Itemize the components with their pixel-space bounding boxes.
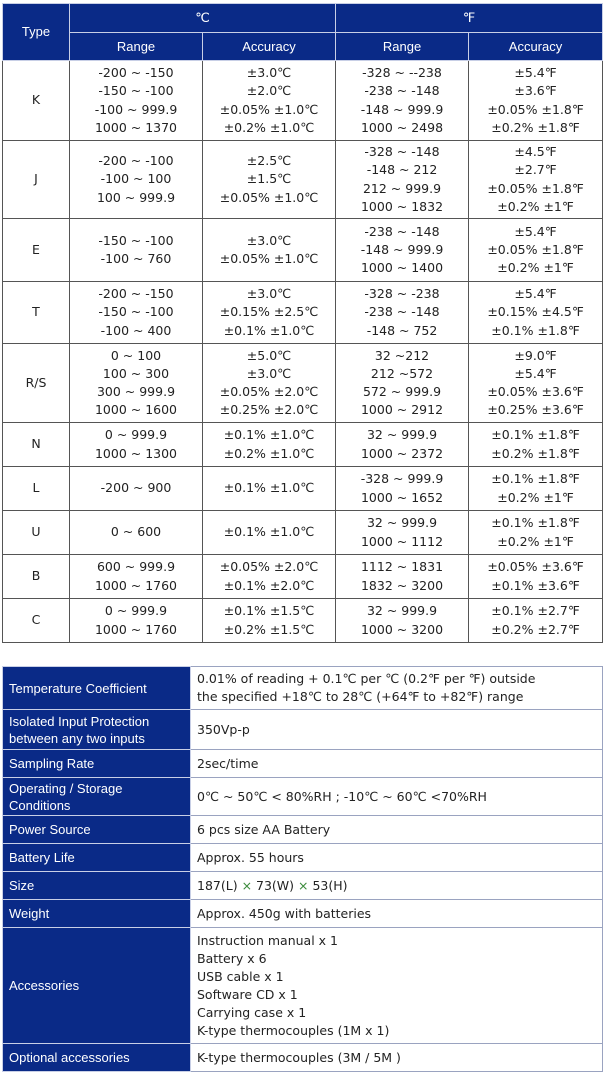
cell-line: ±0.15% ±4.5℉ [487,304,584,320]
spec-label: Optional accessories [3,1044,191,1072]
cell-line: ±0.1% ±1.0℃ [223,480,315,496]
cell-line: -148 ~ 212 [366,162,438,178]
spec-value [191,667,603,710]
cell-line: ±3.0℃ [246,286,292,302]
f-acc-cell [469,467,603,511]
f-range-cell [336,61,469,141]
spec-value [191,816,603,844]
f-acc-cell [469,219,603,282]
cell-line: ±2.5℃ [246,153,292,169]
cell-line: ±0.1% ±2.7℉ [491,603,580,619]
cell-line: 1000 ~ 1112 [360,533,444,549]
cell-line: 212 ~572 [370,365,434,381]
thermocouple-type: J [3,141,70,219]
f-acc-cell [469,282,603,344]
header-celsius: ℃ [70,4,336,33]
spec-value-line: USB cable x 1 [197,968,284,984]
c-range-cell [70,423,203,467]
spec-row [3,778,603,816]
f-range-cell [336,467,469,511]
cell-line: ±9.0℉ [514,347,557,363]
cell-line: ±0.2% ±1℉ [497,260,574,276]
cell-line: 600 ~ 999.9 [96,559,176,575]
spec-label: Temperature Coefficient [3,667,191,710]
cell-line: -150 ~ -100 [98,232,174,248]
cell-line: 1000 ~ 2912 [360,402,444,418]
c-range-cell [70,467,203,511]
spec-value [191,844,603,872]
spec-value-line: Carrying case x 1 [197,1004,307,1020]
f-range-cell [336,282,469,344]
spec-row [3,710,603,750]
multiply-sign: × [298,877,309,893]
thermocouple-type: B [3,555,70,599]
c-acc-cell [203,282,336,344]
spec-label: Isolated Input Protection between any two inputs [3,710,191,750]
header-f-range: Range [336,33,469,61]
cell-line: ±5.0℃ [246,347,292,363]
thermocouple-type: N [3,423,70,467]
thermocouple-row [3,219,603,282]
c-acc-cell [203,61,336,141]
header-c-range: Range [70,33,203,61]
f-acc-cell [469,141,603,219]
header-fahrenheit: ℉ [336,4,603,33]
thermocouple-type: T [3,282,70,344]
spec-row [3,1044,603,1072]
cell-line: ±5.4℉ [514,286,557,302]
cell-line: 0 ~ 999.9 [104,427,168,443]
cell-line: -200 ~ 900 [100,480,172,496]
cell-line: 1000 ~ 1760 [94,577,178,593]
c-range-cell [70,344,203,423]
thermocouple-accuracy-table [2,3,603,643]
thermocouple-type: U [3,511,70,555]
cell-line: ±0.05% ±1.0℃ [219,189,319,205]
cell-line: 1112 ~ 1831 [360,559,444,575]
spec-value-line: Instruction manual x 1 [197,932,338,948]
f-acc-cell [469,423,603,467]
cell-line: -148 ~ 999.9 [360,241,444,257]
spec-row [3,816,603,844]
cell-line: -148 ~ 999.9 [360,101,444,117]
cell-line: ±0.1% ±1.0℃ [223,427,315,443]
cell-line: 0 ~ 600 [110,524,162,540]
cell-line: ±0.1% ±1.8℉ [491,471,580,487]
cell-line: ±0.05% ±1.0℃ [219,251,319,266]
cell-line: -200 ~ -150 [98,286,174,302]
cell-line: ±0.05% ±2.0℃ [219,559,319,575]
c-range-cell [70,599,203,643]
spec-value [191,928,603,1044]
cell-line: ±3.0℃ [246,65,292,81]
spec-label: Power Source [3,816,191,844]
f-acc-cell [469,511,603,555]
f-range-cell [336,219,469,282]
spec-value [191,872,603,900]
cell-line: -328 ~ -238 [364,286,440,302]
cell-line: -150 ~ -100 [98,83,174,99]
f-range-cell [336,511,469,555]
spec-row [3,928,603,1044]
thermocouple-row [3,344,603,423]
thermocouple-type: L [3,467,70,511]
cell-line: 1000 ~ 2372 [360,445,444,461]
spec-value-line: 350Vp-p [197,721,250,737]
cell-line: ±4.5℉ [514,144,557,160]
spec-value-line: the specified +18℃ to 28℃ (+64℉ to +82℉) range [197,689,524,704]
spec-value-line: 2sec/time [197,755,259,771]
thermocouple-type: R/S [3,344,70,423]
cell-line: 0 ~ 100 [110,347,162,363]
header-f-accuracy: Accuracy [469,33,603,61]
f-range-cell [336,344,469,423]
cell-line: ±2.7℉ [514,162,557,178]
spec-value [191,1044,603,1072]
cell-line: 572 ~ 999.9 [362,384,442,399]
spec-row [3,844,603,872]
cell-line: ±0.05% ±1.8℉ [487,101,584,117]
spec-value-line: K-type thermocouples (1M x 1) [197,1022,390,1038]
f-range-cell [336,423,469,467]
c-acc-cell [203,219,336,282]
cell-line: -328 ~ 999.9 [360,471,444,487]
cell-line: ±0.05% ±3.6℉ [487,559,584,575]
cell-line: ±0.1% ±1.8℉ [491,322,580,338]
spec-value-line: Approx. 450g with batteries [197,905,372,921]
cell-line: ±5.4℉ [514,65,557,81]
cell-line: 300 ~ 999.9 [96,384,176,399]
multiply-sign: × [241,877,253,893]
f-range-cell [336,555,469,599]
cell-line: 32 ~ 999.9 [366,603,438,619]
cell-line: 212 ~ 999.9 [362,180,442,196]
thermocouple-row [3,141,603,219]
cell-line: ±0.25% ±2.0℃ [219,402,319,418]
cell-line: -150 ~ -100 [98,304,174,320]
cell-line: -100 ~ 400 [100,322,172,338]
spec-value-line: Approx. 55 hours [197,849,304,865]
f-acc-cell [469,555,603,599]
cell-line: -100 ~ 999.9 [94,101,178,117]
cell-line: ±0.05% ±1.0℃ [219,101,319,117]
cell-line: -238 ~ -148 [364,304,440,320]
c-acc-cell [203,555,336,599]
cell-line: ±0.1% ±1.5℃ [223,603,315,619]
c-range-cell [70,61,203,141]
cell-line: ±0.2% ±1.5℃ [223,621,315,637]
cell-line: ±0.1% ±1.0℃ [223,322,315,338]
spec-row [3,872,603,900]
spec-value-line: K-type thermocouples (3M / 5M ) [197,1049,401,1065]
cell-line: -200 ~ -100 [98,153,174,169]
header-c-accuracy: Accuracy [203,33,336,61]
f-acc-cell [469,344,603,423]
spec-row [3,750,603,778]
cell-line: 100 ~ 999.9 [96,189,176,205]
spec-value [191,750,603,778]
c-range-cell [70,141,203,219]
cell-line: ±3.0℃ [246,365,292,381]
cell-line: 1000 ~ 2498 [360,119,444,135]
cell-line: ±5.4℉ [514,223,557,239]
cell-line: -100 ~ 100 [100,171,172,187]
cell-line: ±0.1% ±1.8℉ [491,427,580,443]
cell-line: -100 ~ 760 [100,251,172,266]
thermocouple-row [3,282,603,344]
thermocouple-type: K [3,61,70,141]
spec-value-line: 0.01% of reading + 0.1℃ per ℃ (0.2℉ per ℉) outside [197,671,536,686]
cell-line: ±0.1% ±1.8℉ [491,515,580,531]
spec-label: Size [3,872,191,900]
cell-line: 1000 ~ 1832 [360,198,444,214]
cell-line: 0 ~ 999.9 [104,603,168,619]
spec-value [191,778,603,816]
cell-line: ±0.15% ±2.5℃ [219,304,319,320]
c-range-cell [70,282,203,344]
spec-value-line: Software CD x 1 [197,986,298,1002]
cell-line: ±0.2% ±1.0℃ [223,445,315,461]
thermocouple-row [3,423,603,467]
c-acc-cell [203,467,336,511]
spec-row [3,667,603,710]
cell-line: ±0.1% ±1.0℃ [223,524,315,540]
cell-line: -148 ~ 752 [366,322,438,338]
thermocouple-row [3,599,603,643]
cell-line: 32 ~212 [374,347,430,363]
thermocouple-type: E [3,219,70,282]
c-range-cell [70,219,203,282]
cell-line: ±0.2% ±1℉ [497,489,574,505]
spec-value [191,900,603,928]
spec-label: Weight [3,900,191,928]
c-range-cell [70,511,203,555]
cell-line: ±0.05% ±1.8℉ [487,180,584,196]
cell-line: ±0.05% ±1.8℉ [487,241,584,257]
c-acc-cell [203,141,336,219]
cell-line: 1000 ~ 1370 [94,119,178,135]
cell-line: ±0.25% ±3.6℉ [487,402,584,418]
cell-line: 32 ~ 999.9 [366,515,438,531]
c-acc-cell [203,599,336,643]
cell-line: 1832 ~ 3200 [360,577,444,593]
specification-table [2,666,603,1072]
spec-label: Sampling Rate [3,750,191,778]
spec-value-line: 187(L) × 73(W) × 53(H) [197,877,348,893]
cell-line: 1000 ~ 3200 [360,621,444,637]
spec-value-line: Battery x 6 [197,950,267,966]
cell-line: ±2.0℃ [246,83,292,99]
cell-line: 1000 ~ 1760 [94,621,178,637]
cell-line: 1000 ~ 1652 [360,489,444,505]
spec-label: Battery Life [3,844,191,872]
c-range-cell [70,555,203,599]
cell-line: -328 ~ --238 [362,65,442,81]
cell-line: ±0.2% ±2.7℉ [491,621,580,637]
cell-line: ±0.2% ±1.0℃ [223,119,315,135]
cell-line: -200 ~ -150 [98,65,174,81]
c-acc-cell [203,511,336,555]
c-acc-cell [203,344,336,423]
thermocouple-row [3,555,603,599]
f-acc-cell [469,61,603,141]
c-acc-cell [203,423,336,467]
thermocouple-row [3,511,603,555]
cell-line: ±5.4℉ [514,365,557,381]
cell-line: 1000 ~ 1300 [94,445,178,461]
cell-line: -238 ~ -148 [364,83,440,99]
spec-value-line: 0℃ ~ 50℃ < 80%RH ; -10℃ ~ 60℃ <70%RH [197,788,487,804]
cell-line: ±3.6℉ [514,83,557,99]
thermocouple-type: C [3,599,70,643]
spec-row [3,900,603,928]
f-acc-cell [469,599,603,643]
cell-line: ±0.2% ±1℉ [497,198,574,214]
cell-line: -238 ~ -148 [364,223,440,239]
cell-line: ±3.0℃ [246,232,292,248]
cell-line: ±0.2% ±1.8℉ [491,119,580,135]
cell-line: ±0.2% ±1℉ [497,533,574,549]
cell-line: 1000 ~ 1400 [360,260,444,276]
f-range-cell [336,141,469,219]
cell-line: ±0.2% ±1.8℉ [491,445,580,461]
thermocouple-row [3,467,603,511]
spec-value-line: 6 pcs size AA Battery [197,821,331,837]
cell-line: ±0.1% ±2.0℃ [223,577,315,593]
spec-label: Accessories [3,928,191,1044]
spec-label: Operating / Storage Conditions [3,778,191,816]
cell-line: 1000 ~ 1600 [94,402,178,418]
f-range-cell [336,599,469,643]
header-type: Type [3,4,70,61]
cell-line: -328 ~ -148 [364,144,440,160]
cell-line: ±0.05% ±3.6℉ [487,384,584,399]
cell-line: 32 ~ 999.9 [366,427,438,443]
cell-line: ±1.5℃ [246,171,292,187]
cell-line: ±0.05% ±2.0℃ [219,384,319,399]
cell-line: ±0.1% ±3.6℉ [491,577,580,593]
spec-value [191,710,603,750]
thermocouple-row [3,61,603,141]
cell-line: 100 ~ 300 [102,365,170,381]
